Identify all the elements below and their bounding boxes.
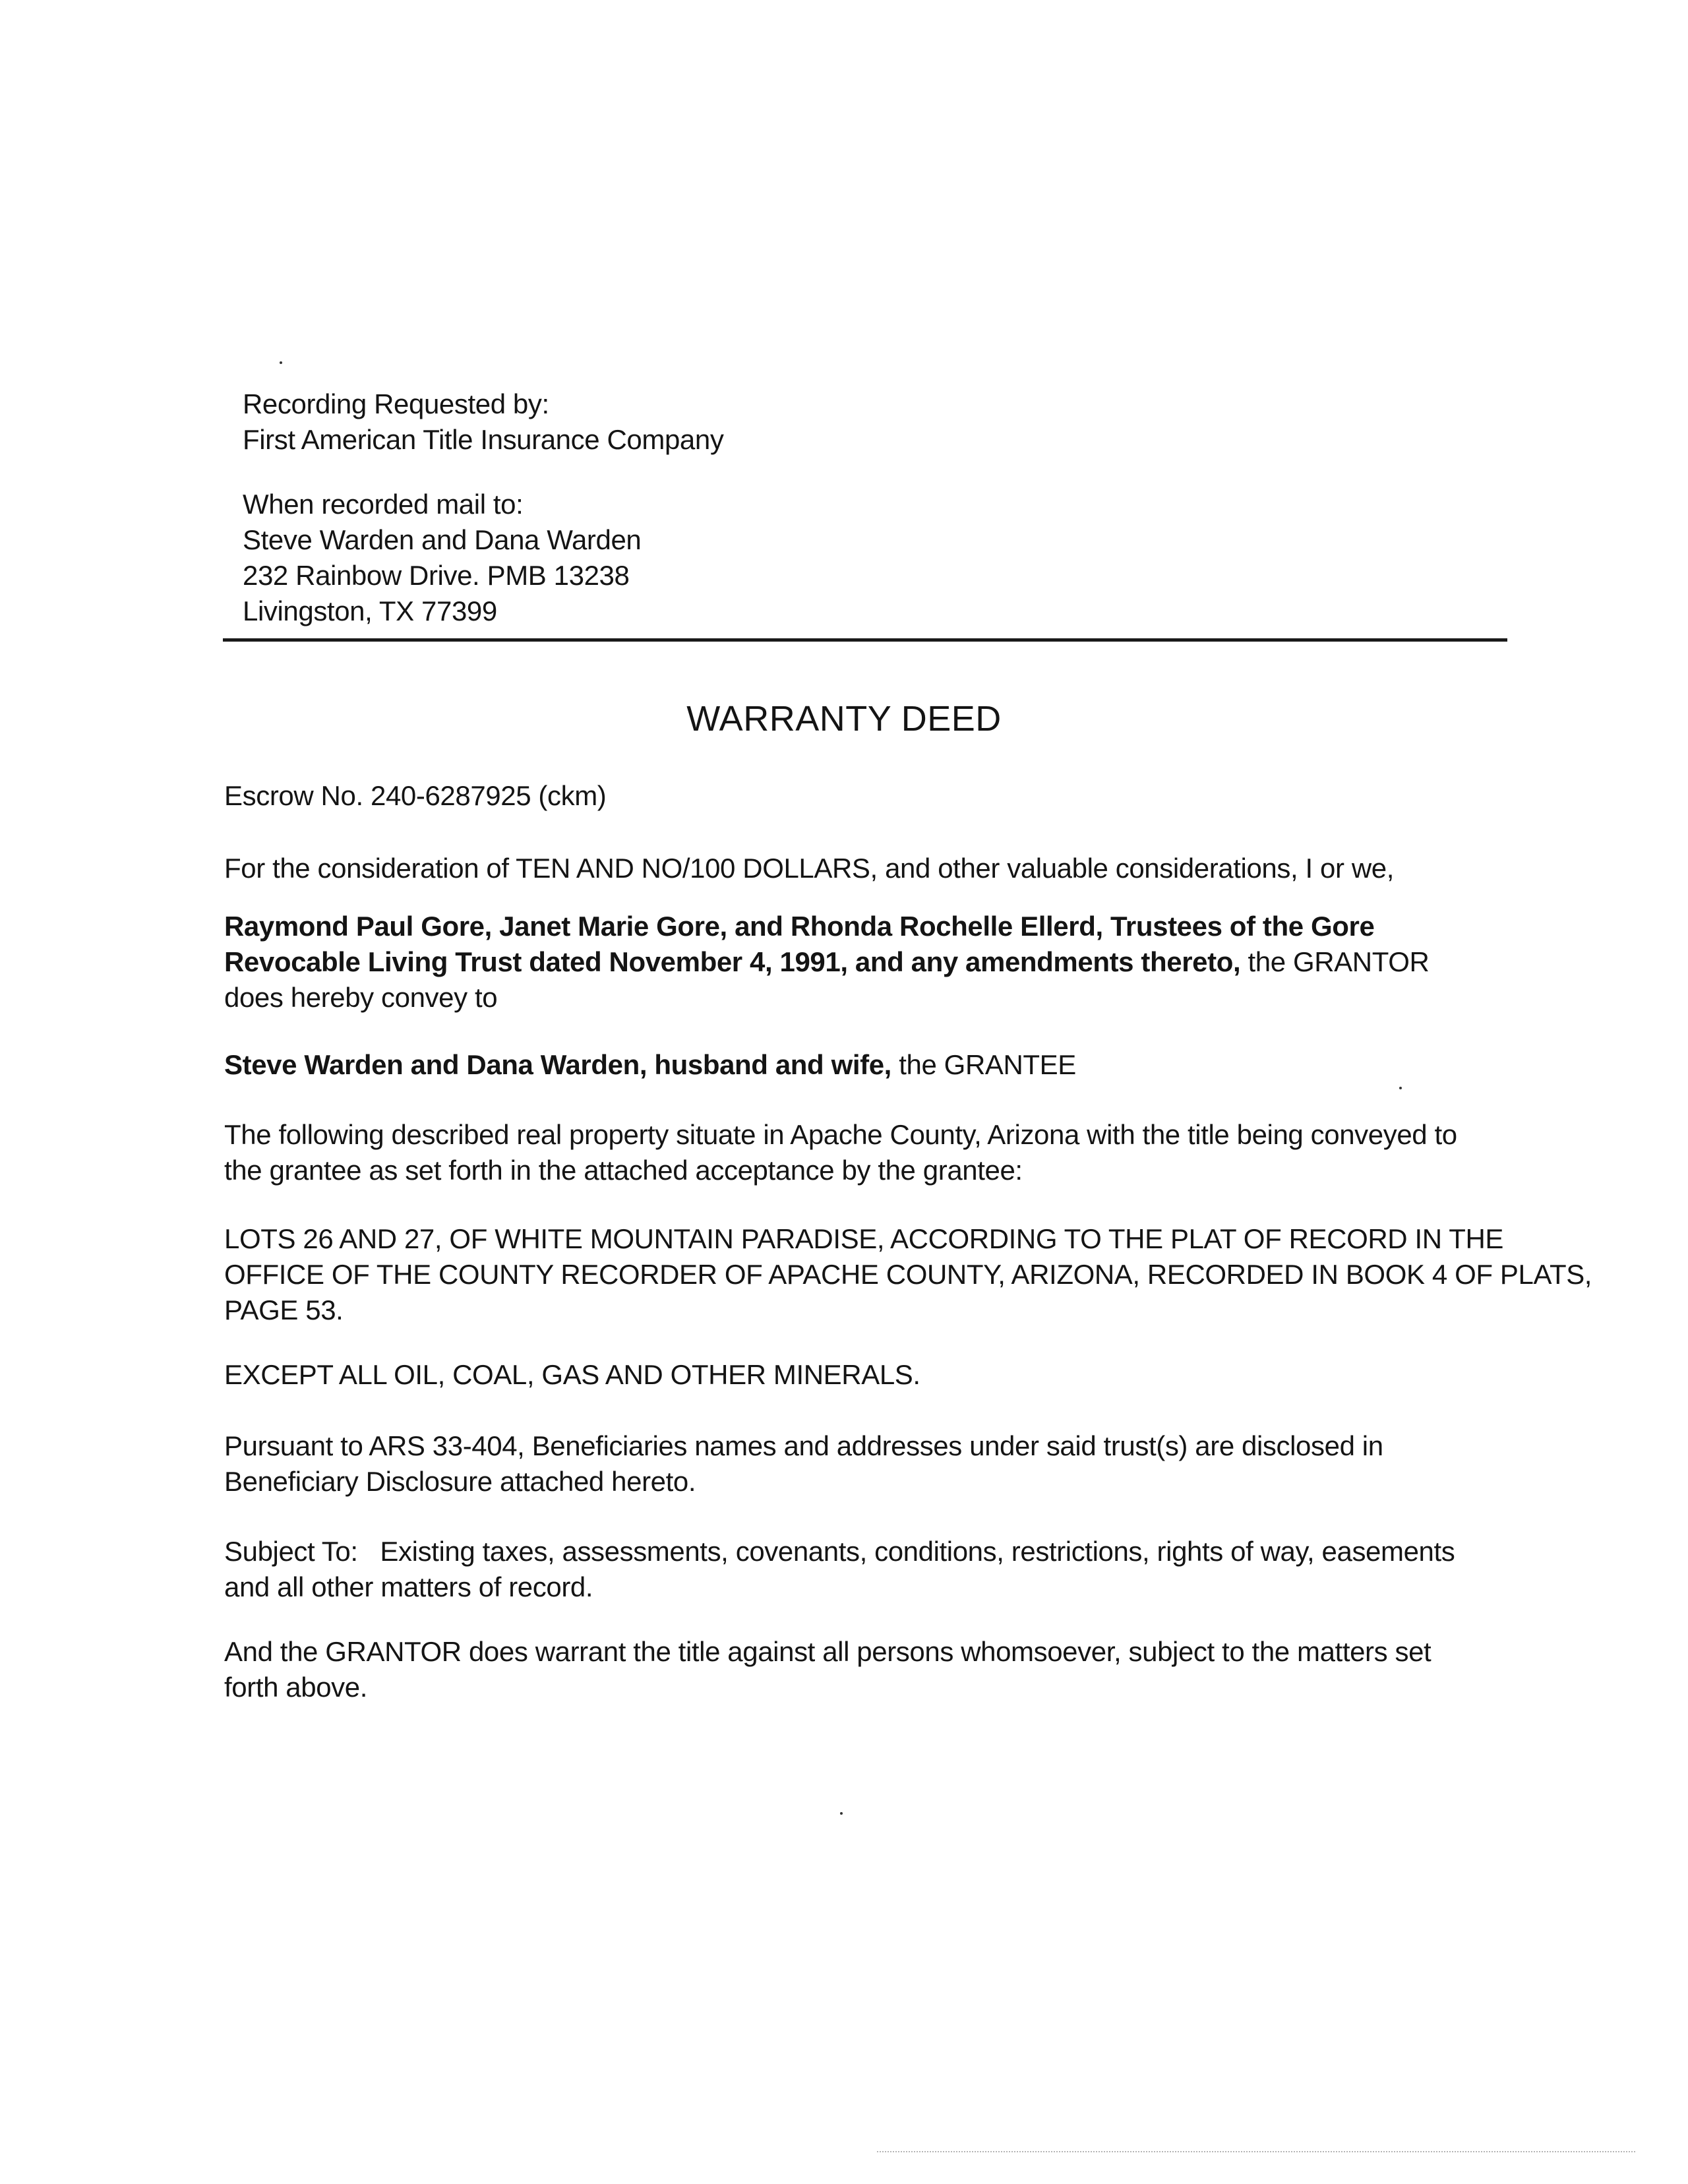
grantor-line-2 <box>224 944 1507 980</box>
header-divider <box>223 638 1507 642</box>
grantee-names: Steve Warden and Dana Warden, husband and wife, <box>224 1049 891 1080</box>
mail-to-city: Livingston, TX 77399 <box>243 595 497 626</box>
grantee-line <box>224 1047 1076 1083</box>
grantee-paragraph <box>224 1047 1076 1083</box>
property-intro-line-1: The following described real property situate in Apache County, Arizona with the title being conveyed to <box>224 1119 1457 1150</box>
property-intro-line-2: the grantee as set forth in the attached acceptance by the grantee: <box>224 1155 1023 1186</box>
legal-description-line-3: PAGE 53. <box>224 1294 344 1325</box>
requested-by-company: First American Title Insurance Company <box>243 424 724 455</box>
exception-line: EXCEPT ALL OIL, COAL, GAS AND OTHER MINERALS. <box>224 1359 920 1390</box>
beneficiaries-line-2: Beneficiary Disclosure attached hereto. <box>224 1466 696 1497</box>
warranty-clause-line-1: And the GRANTOR does warrant the title against all persons whomsoever, subject to the matters set <box>224 1636 1432 1667</box>
mail-to-name: Steve Warden and Dana Warden <box>243 524 642 555</box>
grantor-line-3: does hereby convey to <box>224 982 498 1013</box>
consideration-line: For the consideration of TEN AND NO/100 DOLLARS, and other valuable considerations, I or we, <box>224 853 1395 884</box>
scan-speck <box>840 1812 843 1815</box>
recording-requested-block <box>243 386 723 458</box>
mail-to-street: 232 Rainbow Drive. PMB 13238 <box>243 560 630 591</box>
grantor-line-1: Raymond Paul Gore, Janet Marie Gore, and Rhonda Rochelle Ellerd, Trustees of the Gore <box>224 911 1375 942</box>
beneficiaries-line-1: Pursuant to ARS 33-404, Beneficiaries names and addresses under said trust(s) are disclosed in <box>224 1430 1383 1461</box>
legal-description-line-1: LOTS 26 AND 27, OF WHITE MOUNTAIN PARADISE, ACCORDING TO THE PLAT OF RECORD IN THE <box>224 1223 1503 1254</box>
legal-description-paragraph <box>224 1221 1592 1328</box>
beneficiaries-paragraph <box>224 1428 1383 1500</box>
warranty-clause-paragraph <box>224 1634 1507 1705</box>
mail-to-block <box>243 487 641 629</box>
escrow-number <box>224 778 606 814</box>
consideration-paragraph <box>224 851 1394 886</box>
mail-to-label: When recorded mail to: <box>243 489 524 520</box>
document-title: WARRANTY DEED <box>686 699 1002 739</box>
warranty-clause-line-2: forth above. <box>224 1672 368 1703</box>
grantor-paragraph <box>224 909 1507 1016</box>
scan-speck <box>280 361 282 364</box>
exception-paragraph <box>224 1357 920 1393</box>
legal-description-line-2: OFFICE OF THE COUNTY RECORDER OF APACHE COUNTY, ARIZONA, RECORDED IN BOOK 4 OF PLATS, <box>224 1259 1592 1290</box>
property-intro-paragraph <box>224 1117 1507 1188</box>
scan-speck <box>1399 1087 1402 1089</box>
footer-dotted-line <box>877 2151 1635 2152</box>
requested-by-label: Recording Requested by: <box>243 388 549 419</box>
subject-to-line-2: and all other matters of record. <box>224 1571 593 1602</box>
escrow-line: Escrow No. 240-6287925 (ckm) <box>224 780 607 811</box>
grantee-role: the GRANTEE <box>899 1049 1076 1080</box>
subject-to-paragraph <box>224 1534 1507 1605</box>
grantor-role: the GRANTOR <box>1248 946 1430 977</box>
grantor-trust-name: Revocable Living Trust dated November 4, 1991, and any amendments thereto, <box>224 946 1241 977</box>
subject-to-line-1: Subject To: Existing taxes, assessments, covenants, conditions, restrictions, rights of way, easements <box>224 1536 1455 1567</box>
